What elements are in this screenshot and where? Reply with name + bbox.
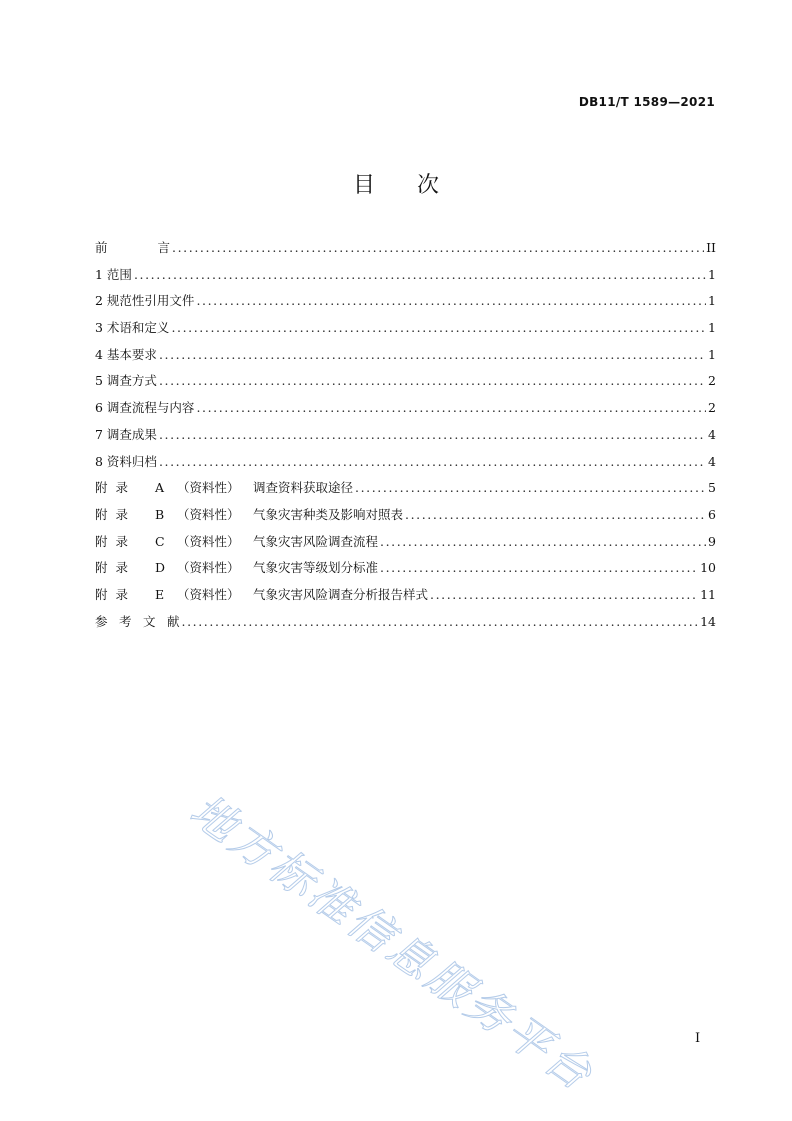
table-of-contents — [95, 238, 716, 638]
toc-entry-page: 1 — [708, 346, 716, 362]
appendix-prefix: 附 录 — [95, 560, 128, 576]
toc-entry-page: 1 — [708, 293, 716, 309]
toc-entry-page: 14 — [700, 613, 716, 629]
toc-entry-bibliography[interactable] — [95, 612, 716, 639]
toc-entry-page: 2 — [708, 400, 716, 416]
toc-entry-page: 2 — [708, 373, 716, 389]
toc-entry-label: 8 资料归档 — [95, 453, 157, 469]
leader-dots — [380, 534, 706, 549]
appendix-letter: A — [155, 480, 165, 496]
appendix-title: 气象灾害风险调查流程 — [253, 533, 379, 549]
leader-dots — [172, 240, 704, 255]
toc-entry-foreword[interactable] — [95, 238, 716, 265]
leader-dots — [196, 293, 706, 308]
toc-entry-label: 2 规范性引用文件 — [95, 293, 195, 309]
leader-dots — [159, 427, 706, 442]
appendix-letter: D — [155, 560, 166, 576]
toc-entry-label: 5 调查方式 — [95, 373, 157, 389]
toc-entry-label: 1 范围 — [95, 266, 132, 282]
leader-dots — [134, 267, 706, 282]
appendix-prefix: 附 录 — [95, 586, 128, 602]
leader-dots — [159, 373, 706, 388]
toc-title-char-2: 次 — [417, 173, 440, 198]
toc-entry-archiving[interactable] — [95, 452, 716, 479]
toc-entry-page: 9 — [708, 533, 716, 549]
toc-entry-survey-methods[interactable] — [95, 371, 716, 398]
toc-appendix-b[interactable] — [95, 505, 716, 532]
appendix-letter: E — [155, 586, 165, 602]
leader-dots — [171, 320, 706, 335]
appendix-kind: （资料性） — [177, 586, 240, 602]
appendix-letter: B — [155, 506, 165, 522]
toc-entry-page: 1 — [708, 266, 716, 282]
appendix-kind: （资料性） — [177, 506, 240, 522]
toc-entry-label — [95, 585, 428, 603]
page-number: I — [695, 1031, 701, 1046]
leader-dots — [196, 400, 706, 415]
toc-entry-label — [95, 532, 378, 550]
appendix-title: 气象灾害等级划分标准 — [253, 560, 379, 576]
appendix-prefix: 附 录 — [95, 480, 128, 496]
leader-dots — [430, 587, 698, 602]
toc-entry-label — [95, 478, 353, 496]
leader-dots — [159, 347, 706, 362]
toc-entry-survey-process[interactable] — [95, 398, 716, 425]
toc-entry-survey-results[interactable] — [95, 425, 716, 452]
appendix-title: 气象灾害风险调查分析报告样式 — [253, 586, 429, 602]
toc-entry-page: 4 — [708, 426, 716, 442]
toc-entry-label: 前 言 — [95, 240, 171, 255]
toc-entry-label — [95, 505, 403, 523]
toc-entry-page: 11 — [700, 586, 716, 602]
toc-entry-page: 6 — [708, 506, 716, 522]
leader-dots — [405, 507, 706, 522]
toc-entry-page: 5 — [708, 480, 716, 496]
toc-entry-page: II — [706, 240, 716, 255]
appendix-letter: C — [155, 533, 165, 549]
toc-title-char-1: 目 — [352, 173, 375, 198]
appendix-prefix: 附 录 — [95, 506, 128, 522]
toc-entry-label: 3 术语和定义 — [95, 320, 170, 336]
leader-dots — [182, 614, 699, 629]
appendix-kind: （资料性） — [177, 480, 240, 496]
toc-entry-label — [95, 558, 378, 576]
watermark: 地方标准信息服务平台 — [180, 784, 604, 1102]
toc-entry-label: 6 调查流程与内容 — [95, 400, 195, 416]
document-code: DB11/T 1589—2021 — [578, 95, 715, 109]
toc-entry-label: 4 基本要求 — [95, 346, 157, 362]
toc-appendix-a[interactable] — [95, 478, 716, 505]
toc-entry-scope[interactable] — [95, 265, 716, 292]
toc-entry-label: 参 考 文 献 — [95, 613, 180, 629]
appendix-kind: （资料性） — [177, 533, 240, 549]
toc-entry-basic-requirements[interactable] — [95, 345, 716, 372]
toc-title — [0, 168, 792, 199]
appendix-title: 气象灾害种类及影响对照表 — [253, 506, 404, 522]
toc-entry-page: 10 — [700, 560, 716, 576]
leader-dots — [159, 454, 706, 469]
toc-appendix-c[interactable] — [95, 532, 716, 559]
appendix-kind: （资料性） — [177, 560, 240, 576]
appendix-prefix: 附 录 — [95, 533, 128, 549]
leader-dots — [355, 480, 706, 495]
appendix-title: 调查资料获取途径 — [253, 480, 354, 496]
toc-appendix-d[interactable] — [95, 558, 716, 585]
toc-appendix-e[interactable] — [95, 585, 716, 612]
toc-entry-label: 7 调查成果 — [95, 426, 157, 442]
toc-entry-normative-references[interactable] — [95, 291, 716, 318]
toc-entry-terms[interactable] — [95, 318, 716, 345]
toc-entry-page: 4 — [708, 453, 716, 469]
leader-dots — [380, 560, 698, 575]
toc-entry-page: 1 — [708, 320, 716, 336]
